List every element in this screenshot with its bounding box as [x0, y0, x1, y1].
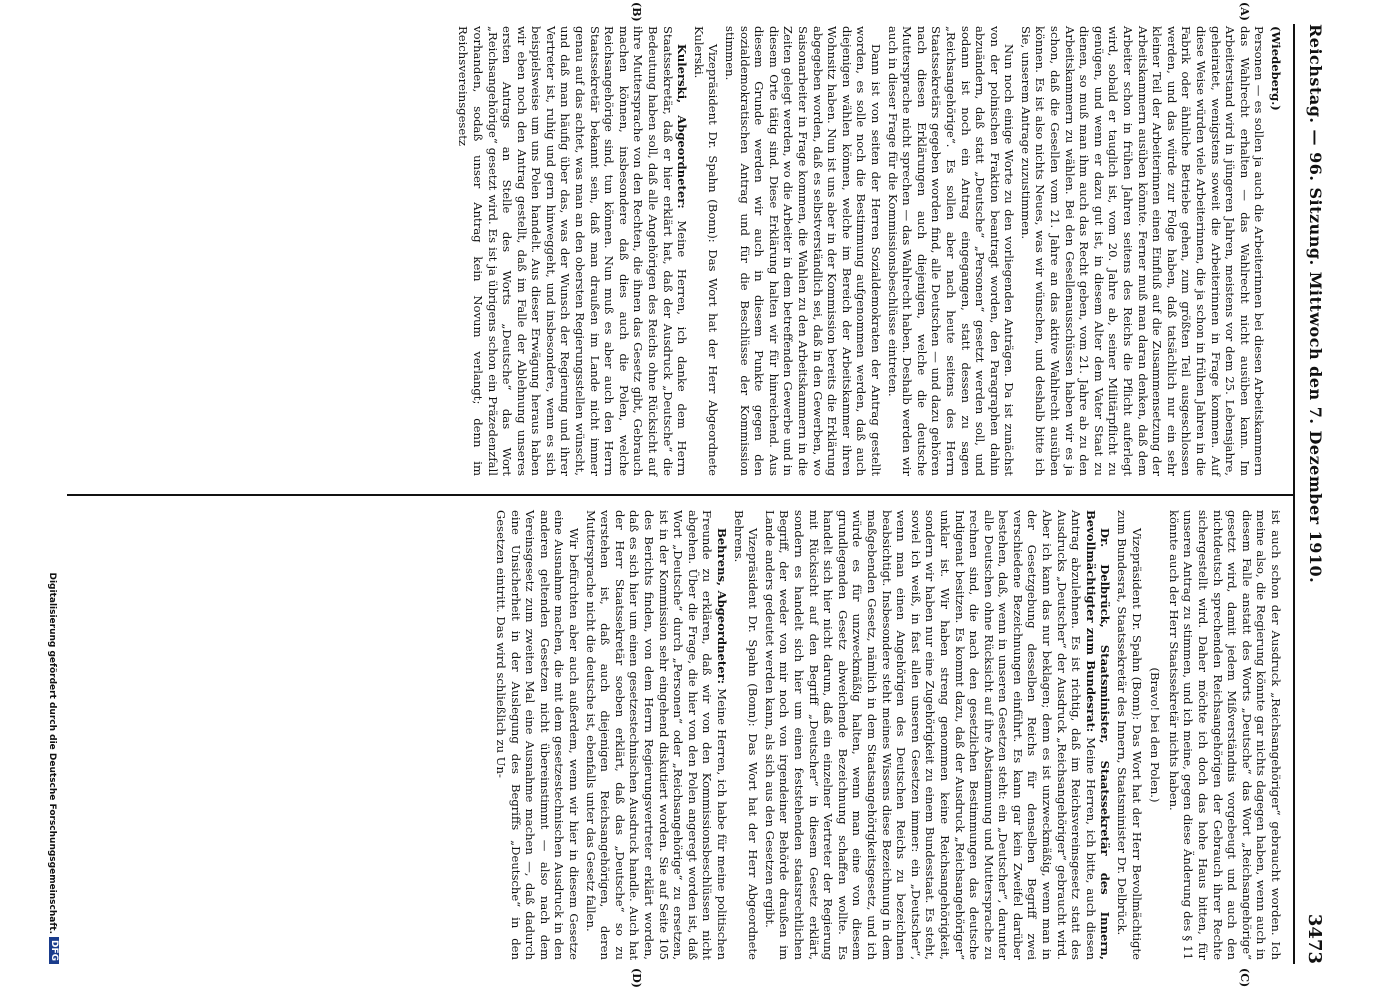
- speech-text: Meine Herren, ich habe für meine politischen Freunde zu erklären, daß wir von den Kommissionsbeschlüssen nicht abgehen. Über die Frage, die hier von den Polen angeregt worden ist, daß Wort „Deutsche“ durch „Personen“ oder „Reichsangehörige“ zu ersetzen, ist in der Kommission sehr eingehend diskutiert worden. Sie auf Seite 105 des Berichts finden, von dem Herrn Regierungsvertreter erklärt worden, daß es sich hier um einen gesetzestechnischen Ausdruck handle. Auch hat der Herr Staatssekretär soeben erklärt, daß das „Deutsche“ so zu verstehen ist, daß auch diejenigen Reichsangehörigen, deren Muttersprache nicht die deutsche ist, ebenfalls unter das Gesetz fallen.: [583, 510, 730, 960]
- paragraph: ist auch schon der Ausdruck „Reichsangehöriger“ gebraucht worden. Ich meine also, die Regierung könnte gar nichts dagegen haben, wenn auch in diesem Falle anstatt des Worts „Deutsche“ das Wort „Reichsangehörige“ gesetzt wird, damit jedem Mißverständnis vorgebeugt und auch den nichtdeutsch sprechenden Reichsangehörigen der Gebrauch ihrer Rechte sichergestellt wird. Daher möchte ich doch das hohe Haus bitten, für unseren Antrag zu stimmen, und ich meine, gegen diese Änderung des § 11 könnte auch der Herr Staatssekretär nichts haben.: [1166, 510, 1283, 960]
- right-column: [492, 510, 1283, 960]
- dfg-logo: DFG: [49, 937, 59, 964]
- speech-text: Meine Herren, ich danke dem Herrn Staatssekretär, daß er hier erklärt hat, daß der Ausdruck „Deutsche“ die Bedeutung haben soll, daß alle Angehörigen des Reichs ohne Rücksicht auf ihre Muttersprache von den Rechten, die ihnen das Gesetz gibt, Gebrauch machen können, insbesondere daß dies auch die Polen, welche Reichsangehörige sind, tun können. Nun muß es aber auch den Herrn Staatssekretär bekannt sein, daß man draußen im Lande nicht immer genau auf das achtet, was man an den obersten Regierungsstellen wünscht, und daß man häufig über das, was der Wunsch der Regierung und ihrer Vertreter ist, ruhig und gern hinweggeht, und insbesondere, wenn es sich beispielsweise um uns Polen handelt. Aus dieser Erwägung heraus haben wir eben noch den Antrag gestellt, daß im Falle der Ablehnung unseres ersten Antrags an Stelle des Worts „Deutsche“ das Wort „Reichsangehörige“ gesetzt wird. Es ist ja übrigens schon ein Präzedenzfall vorhanden, sodaß unser Antrag kein Novum verlangt; denn im Reichsvereinsgesetz: [456, 26, 690, 477]
- speaker-name: Dr. Delbrück, Staatsminister, Staatssekretär des Innern, Bevollmächtigter zum Bundesrat:: [1083, 510, 1113, 960]
- speaker-tag: (Wiedeberg.): [1269, 26, 1283, 111]
- applause-note: (Bravo! bei den Polen.): [1148, 667, 1163, 803]
- speaker-name: Behrens, Abgeordneter:: [715, 528, 730, 685]
- paragraph: Dann ist von seiten der Herren Sozialdemokraten der Antrag gestellt worden, es solle noch die Bestimmung aufgenommen werden, daß auch diejenigen wählen können, welche im Bereich der Arbeitskammer ihren Wohnsitz haben. Nun ist uns aber in der Kommission bereits die Erklärung abgegeben worden, daß es selbstverständlich sei, daß in den Gewerben, wo Saisonarbeiter in Frage kommen, die Wahlen zu den Arbeitskammern in die Zeiten gelegt werden, wo die Arbeiter in dem betreffenden Gewerbe und in diesem Orte tätig sind. Diese Erklärung halten wir für hinreichend. Aus diesem Grunde werden wir auch in diesem Punkte gegen den sozialdemokratischen Antrag und für die Beschlüsse der Kommission stimmen.: [723, 26, 883, 476]
- speech-text: Wir befürchten aber auch außerdem, wenn wir hier in diesem Gesetze eine Ausnahme machen, die mit dem gesetzestechnischen Ausdruck in den anderen geltenden Gesetzen nicht übereinstimmt — also nach dem Vereinsgesetz zum zweiten Mal eine Ausnahme machen —, daß dadurch eine Unsicherheit in der Auslegung des Begriffs „Deutsche“ in den Gesetzen eintritt. Das wird schließlich zu Un-: [494, 510, 582, 960]
- funding-note: Digitalisierung gefördert durch die Deutsche Forschungsgemeinschaft.: [47, 572, 57, 934]
- margin-marker-c: (C): [1238, 968, 1251, 988]
- document-page: [43, 2, 1343, 988]
- running-head: Reichstag. — 96. Sitzung. Mittwoch den 7. Dezember 1910.: [1306, 24, 1325, 584]
- speech-text: Meine Herren, ich bitte, auch diesen Antrag abzulehnen. Es ist richtig, daß im Reichsvereinsgesetz statt des Ausdrucks „Deutscher“ der Ausdruck „Reichsangehöriger“ gebraucht wird. Aber ich kann das nur beklagen; denn es ist unzweckmäßig, wenn man in der Gesetzgebung desselben Reichs für denselben Begriff zwei verschiedene Bezeichnungen einführt. Es kann gar kein Zweifel darüber bestehen, daß, wenn in unseren Gesetzen steht: ein „Deutscher“, darunter alle Deutschen ohne Rücksicht auf ihre Abstammung und Muttersprache zu rechnen sind, die nach den gesetzlichen Bestimmungen das deutsche Indigenat besitzen. Es kommt dazu, daß der Ausdruck „Reichsangehöriger“ unklar ist. Wir haben streng genommen keine Reichsangehörigkeit, sondern wir haben nur eine Zugehörigkeit zu einem Bundesstaat. Es steht, soviel ich weiß, in fast allen unseren Gesetzen immer: ein „Deutscher“, wenn man einen Angehörigen des Deutschen Reichs zu bezeichnen beabsichtigt. Insbesondere steht meines Wissens diese Bezeichnung in dem maßgebenden Gesetz, nämlich in dem Staatsangehörigkeitsgesetz, und ich würde es für unzweckmäßig halten, wenn man eine von diesem grundlegenden Gesetz abweichende Bezeichnung schaffen wollte. Es handelt sich hier nicht darum, daß ein einzelner Vertreter der Regierung mit Rücksicht auf den Begriff „Deutscher“ in diesem Gesetz erklärt, sondern es handelt sich hier um einen feststehenden staatsrechtlichen Begriff, der weder von mir noch von irgendeiner Behörde draußen im Lande anders gedeutet werden kann, als sich aus den Gesetzen ergibt.: [762, 510, 1098, 960]
- paragraph: Personen — es sollen ja auch die Arbeiterinnen bei diesen Arbeitskammern das Wahlrecht erhalten — das Wahlrecht nicht ausüben kann. Im Arbeiterstand wird in jüngeren Jahren, meistens vor dem 25. Lebensjahre, geheiratet, wenigstens soweit die Arbeiterinnen in Frage kommen. Auf diese Weise würden viele Arbeiterinnen, die ja schon in frühen Jahren in die Fabrik oder ähnliche Betriebe gehen, zum größten Teil ausgeschlossen werden, und das würde zur Folge haben, daß tatsächlich nur ein sehr kleiner Teil der Arbeiterinnen einen Einfluß auf die Zusammensetzung der Arbeitskammern ausüben könnte. Ferner muß man daran denken, daß dem Arbeiter schon in frühen Jahren seitens des Reichs die Pflicht auferlegt wird, sobald er tauglich ist, vom 20. Jahre ab, seiner Militärpflicht zu genügen, und wenn er dazu gut ist, in diesem Alter dem Vater Staat zu dienen, so muß man ihm auch das Recht geben, vom 21. Jahre ab zu den Arbeitskammern zu wählen. Bei den Gesellenausschüssen haben wir es ja schon, daß die Gesellen vom 21. Jahre an das aktive Wahlrecht ausüben können. Es ist also nichts Neues, was wir wünschen, und deshalb bitte ich Sie, unserem Antrage zuzustimmen.: [1018, 26, 1267, 476]
- speaker-name: Kulerski, Abgeordneter:: [675, 44, 690, 209]
- margin-marker-b: (B): [630, 2, 643, 22]
- paragraph: Nun noch einige Worte zu den vorliegenden Anträgen. Da ist zunächst von der polnischen Fraktion beantragt worden, den Paragraphen dahin abzuändern, daß statt „Deutsche“ „Personen“ gesetzt werden soll, und sodann ist noch ein Antrag eingegangen, statt dessen zu sagen „Reichsangehörige“. Es sollen aber nach heute seitens des Herrn Staatssekretärs gegeben worden find, alle Deutschen — und dazu gehören nach diesen Erklärungen auch diejenigen, welche die deutsche Muttersprache nicht sprechen — das Wahlrecht haben. Deshalb werden wir auch in dieser Frage für die Kommissionsbeschlüsse eintreten.: [885, 26, 1017, 476]
- margin-marker-a: (A): [1238, 2, 1251, 21]
- page-number: 3473: [1304, 913, 1325, 964]
- column-divider: [67, 494, 1295, 496]
- president-line: Vizepräsident Dr. Spahn (Bonn): Das Wort hat der Herr Bevollmächtigte zum Bundesrat, Staatssekretär des Innern, Staatsminister Dr. Delbrück.: [1115, 510, 1144, 960]
- margin-marker-d: (D): [630, 968, 643, 988]
- president-line: Vizepräsident Dr. Spahn (Bonn): Das Wort hat der Herr Abgeordnete Behrens.: [731, 510, 761, 960]
- left-column: [454, 26, 1283, 476]
- president-line: Vizepräsident Dr. Spahn (Bonn): Das Wort hat der Herr Abgeordnete Kulerski.: [691, 26, 721, 476]
